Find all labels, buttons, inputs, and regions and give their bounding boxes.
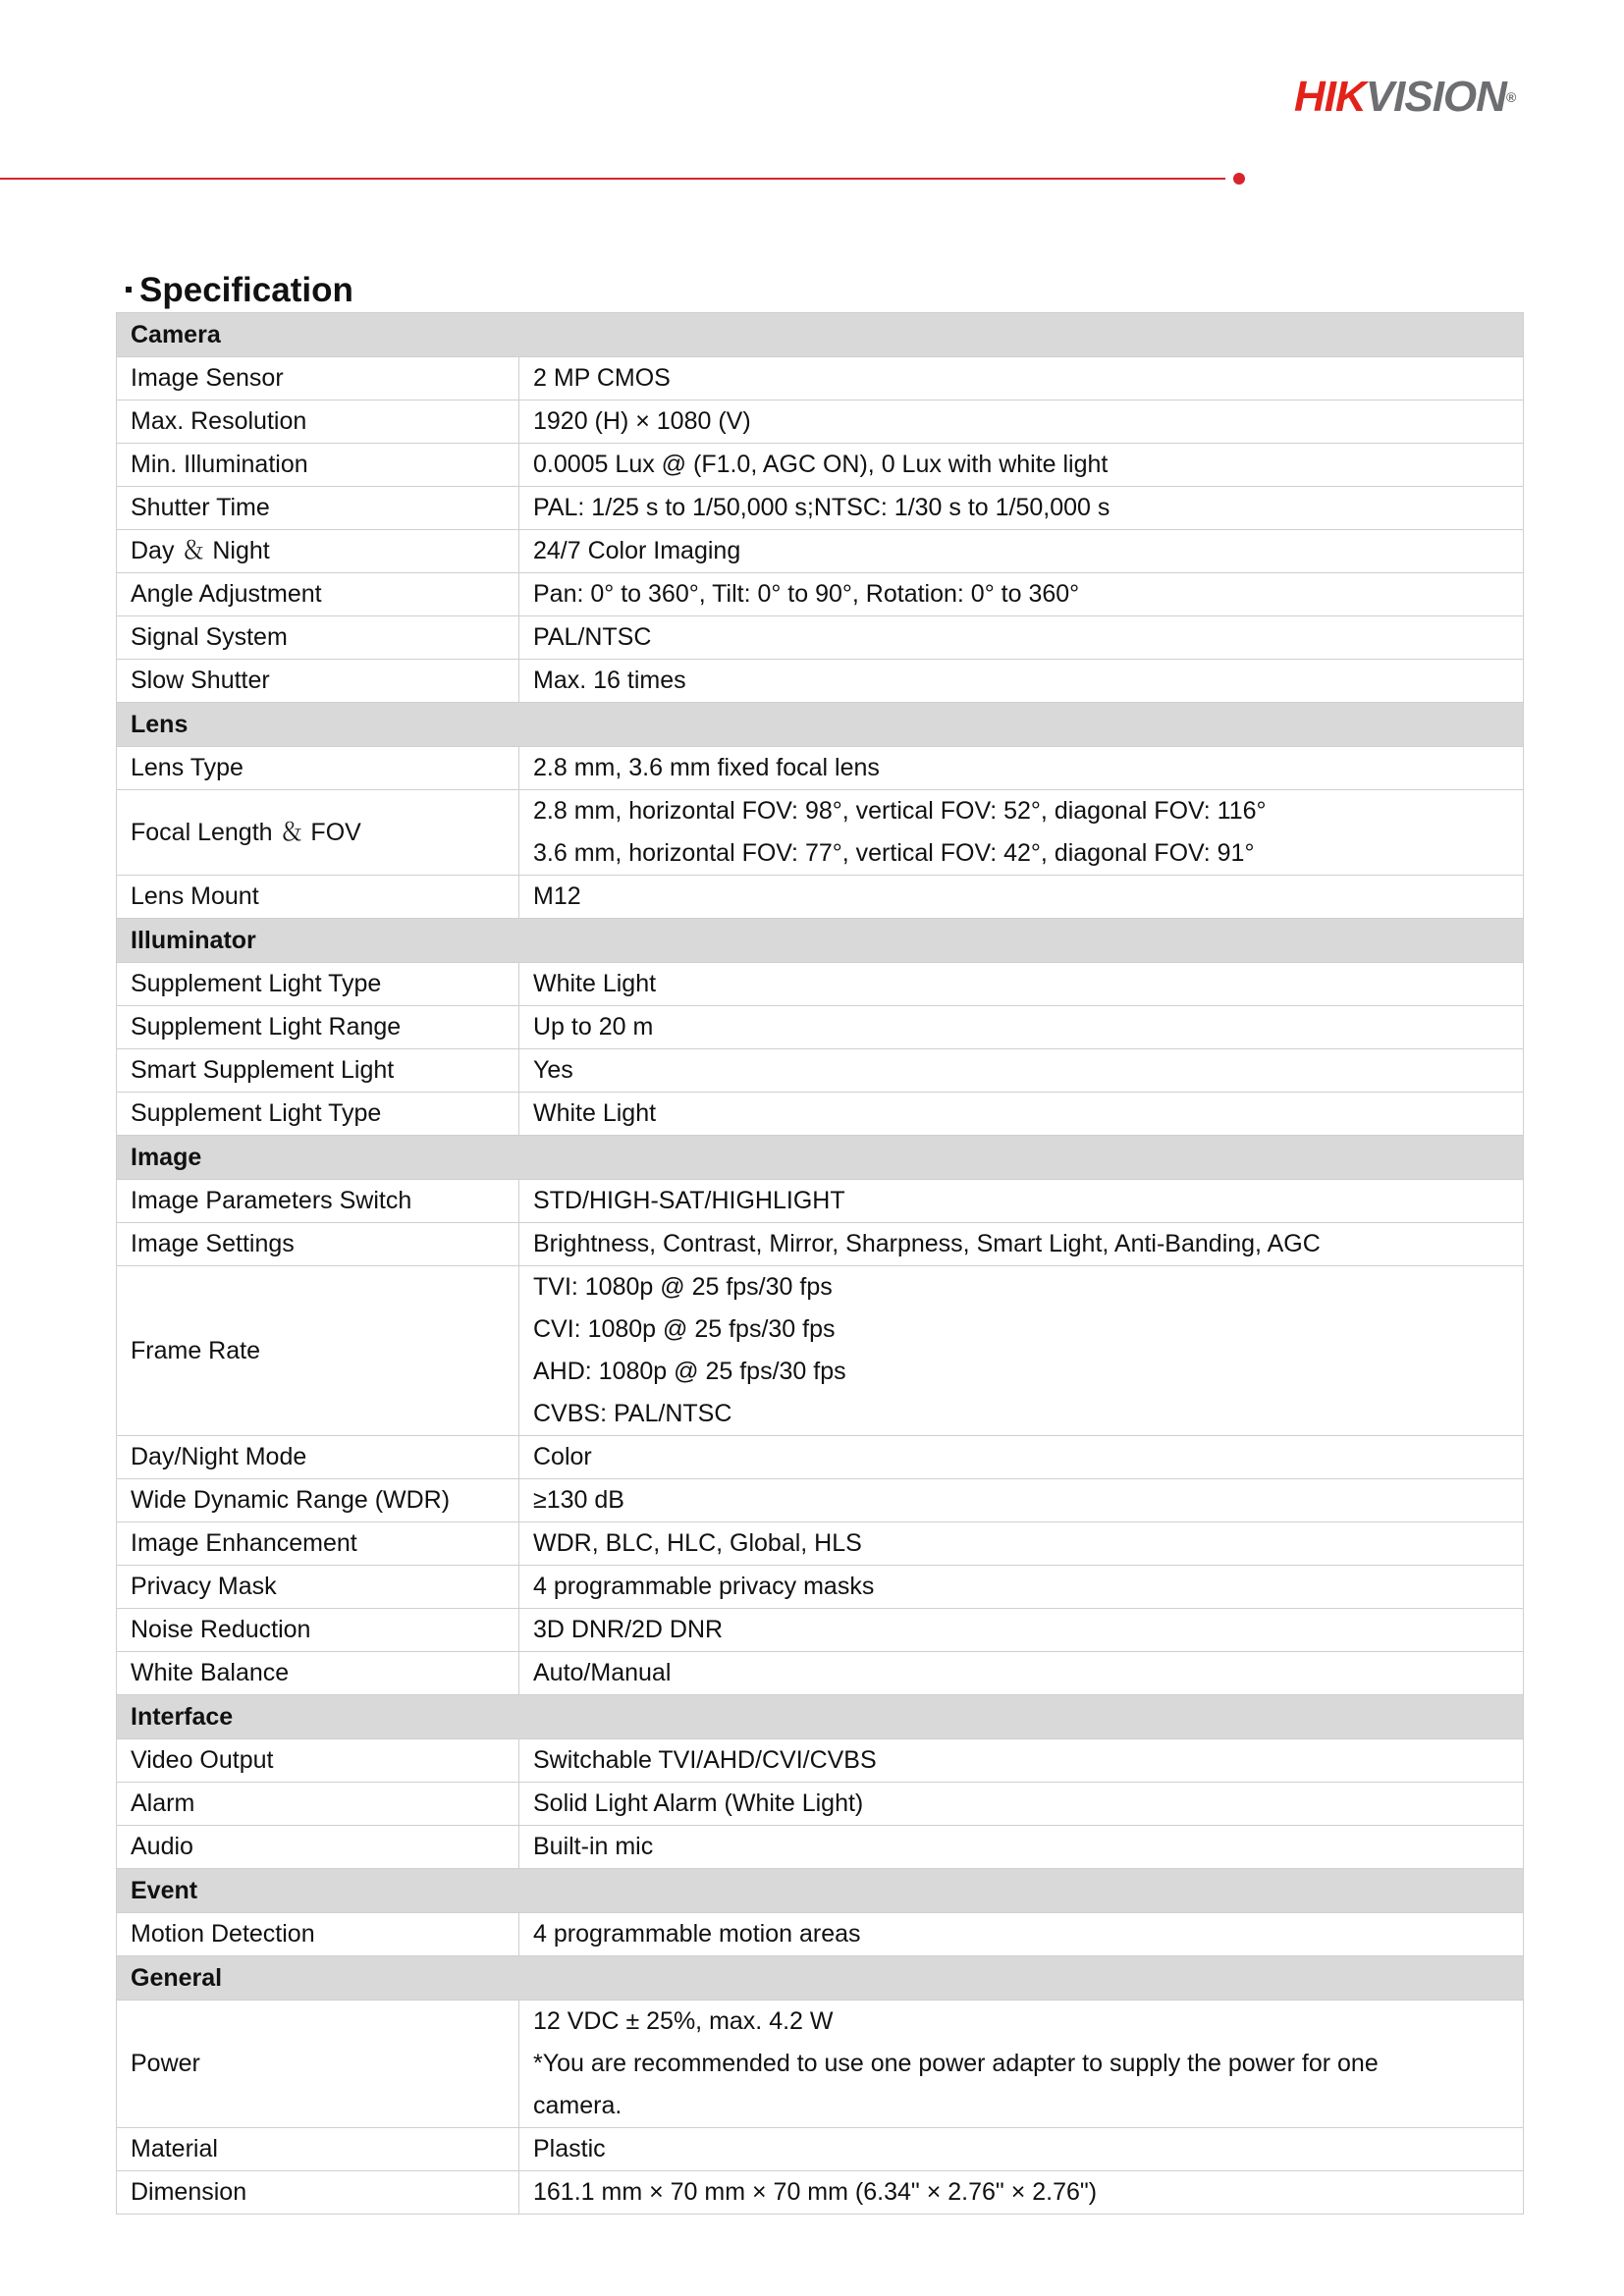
spec-row	[117, 876, 1524, 919]
spec-value	[519, 1436, 1524, 1479]
spec-row	[117, 487, 1524, 530]
spec-label: Smart Supplement Light	[117, 1049, 519, 1093]
spec-row	[117, 1609, 1524, 1652]
spec-value-line: WDR, BLC, HLC, Global, HLS	[533, 1529, 862, 1557]
section-title: General	[117, 1956, 1524, 2001]
section-header-row	[117, 1695, 1524, 1739]
spec-label: Shutter Time	[117, 487, 519, 530]
spec-label: Day ＆ Night	[117, 530, 519, 573]
section-title: Interface	[117, 1695, 1524, 1739]
section-title: Camera	[117, 313, 1524, 357]
spec-label: Image Enhancement	[117, 1522, 519, 1566]
section-title: Event	[117, 1869, 1524, 1913]
spec-value-line: 2.8 mm, 3.6 mm fixed focal lens	[533, 754, 880, 781]
spec-label: Motion Detection	[117, 1913, 519, 1956]
logo-registered-mark: ®	[1505, 89, 1516, 105]
spec-row	[117, 357, 1524, 400]
spec-label: Image Sensor	[117, 357, 519, 400]
section-header-row	[117, 1136, 1524, 1180]
spec-value-line: Solid Light Alarm (White Light)	[533, 1789, 864, 1817]
spec-value	[519, 616, 1524, 660]
spec-row	[117, 1652, 1524, 1695]
spec-row	[117, 400, 1524, 444]
spec-value	[519, 573, 1524, 616]
spec-value	[519, 2171, 1524, 2215]
spec-value	[519, 747, 1524, 790]
spec-value-line: STD/HIGH-SAT/HIGHLIGHT	[533, 1187, 845, 1214]
spec-value	[519, 1739, 1524, 1783]
spec-value-line: White Light	[533, 970, 657, 997]
spec-row	[117, 1783, 1524, 1826]
spec-row	[117, 2128, 1524, 2171]
spec-value-line: AHD: 1080p @ 25 fps/30 fps	[533, 1358, 846, 1385]
spec-label: Power	[117, 2001, 519, 2128]
spec-label: Image Settings	[117, 1223, 519, 1266]
spec-value-line: 4 programmable motion areas	[533, 1920, 861, 1948]
spec-value	[519, 530, 1524, 573]
spec-value	[519, 487, 1524, 530]
spec-value-line: Brightness, Contrast, Mirror, Sharpness, Smart Light, Anti-Banding, AGC	[533, 1230, 1321, 1257]
spec-value-line: Max. 16 times	[533, 667, 686, 694]
spec-value-line: 0.0005 Lux @ (F1.0, AGC ON), 0 Lux with white light	[533, 451, 1109, 478]
spec-value-line: Up to 20 m	[533, 1013, 654, 1041]
spec-value	[519, 1913, 1524, 1956]
spec-value	[519, 1479, 1524, 1522]
spec-label: Privacy Mask	[117, 1566, 519, 1609]
spec-label: Lens Mount	[117, 876, 519, 919]
section-title: Image	[117, 1136, 1524, 1180]
spec-value-line: 1920 (H) × 1080 (V)	[533, 407, 751, 435]
page-title	[126, 267, 353, 314]
spec-value-line: 3.6 mm, horizontal FOV: 77°, vertical FOV: 42°, diagonal FOV: 91°	[533, 839, 1255, 867]
spec-label: Min. Illumination	[117, 444, 519, 487]
spec-value-line: M12	[533, 882, 581, 910]
spec-row	[117, 1223, 1524, 1266]
spec-value-line: Yes	[533, 1056, 573, 1084]
spec-row	[117, 747, 1524, 790]
spec-table-body	[117, 313, 1524, 2215]
spec-value	[519, 444, 1524, 487]
spec-label: Supplement Light Range	[117, 1006, 519, 1049]
spec-value	[519, 660, 1524, 703]
spec-value-line: Plastic	[533, 2135, 606, 2163]
spec-value-line: 2 MP CMOS	[533, 364, 671, 392]
spec-value	[519, 357, 1524, 400]
spec-label: Alarm	[117, 1783, 519, 1826]
spec-value-line: 161.1 mm × 70 mm × 70 mm (6.34" × 2.76" × 2.76")	[533, 2178, 1098, 2206]
spec-value	[519, 2001, 1524, 2128]
spec-value	[519, 1566, 1524, 1609]
section-header-row	[117, 919, 1524, 963]
spec-value-line: 2.8 mm, horizontal FOV: 98°, vertical FOV: 52°, diagonal FOV: 116°	[533, 797, 1267, 825]
spec-label: Material	[117, 2128, 519, 2171]
spec-value	[519, 1266, 1524, 1436]
spec-row	[117, 2171, 1524, 2215]
spec-value	[519, 1049, 1524, 1093]
spec-label: Day/Night Mode	[117, 1436, 519, 1479]
title-bullet-icon	[126, 287, 132, 293]
spec-row	[117, 963, 1524, 1006]
spec-value	[519, 1522, 1524, 1566]
spec-value-line: Color	[533, 1443, 592, 1470]
logo-gray-text: VISION	[1365, 73, 1506, 121]
spec-row	[117, 1522, 1524, 1566]
spec-value-line: Switchable TVI/AHD/CVI/CVBS	[533, 1746, 877, 1774]
spec-row	[117, 1479, 1524, 1522]
spec-value-line: CVI: 1080p @ 25 fps/30 fps	[533, 1315, 836, 1343]
spec-row	[117, 1266, 1524, 1436]
spec-label: Frame Rate	[117, 1266, 519, 1436]
spec-value	[519, 1180, 1524, 1223]
spec-label: Angle Adjustment	[117, 573, 519, 616]
section-header-row	[117, 1869, 1524, 1913]
spec-label: White Balance	[117, 1652, 519, 1695]
spec-value-line: 12 VDC ± 25%, max. 4.2 W	[533, 2007, 834, 2035]
spec-label: Signal System	[117, 616, 519, 660]
header-dot	[1233, 173, 1245, 185]
spec-label: Lens Type	[117, 747, 519, 790]
spec-value	[519, 876, 1524, 919]
spec-label: Noise Reduction	[117, 1609, 519, 1652]
spec-label: Image Parameters Switch	[117, 1180, 519, 1223]
page-title-text: Specification	[139, 271, 353, 309]
spec-label: Supplement Light Type	[117, 1093, 519, 1136]
spec-row	[117, 444, 1524, 487]
spec-label: Supplement Light Type	[117, 963, 519, 1006]
spec-row	[117, 1913, 1524, 1956]
spec-value	[519, 1223, 1524, 1266]
spec-value	[519, 963, 1524, 1006]
spec-value-line: TVI: 1080p @ 25 fps/30 fps	[533, 1273, 833, 1301]
spec-row	[117, 1049, 1524, 1093]
spec-row	[117, 1180, 1524, 1223]
spec-value	[519, 400, 1524, 444]
section-header-row	[117, 703, 1524, 747]
spec-value	[519, 1093, 1524, 1136]
spec-label: Audio	[117, 1826, 519, 1869]
spec-label: Max. Resolution	[117, 400, 519, 444]
spec-value-line: Auto/Manual	[533, 1659, 672, 1686]
spec-value-line: ≥130 dB	[533, 1486, 624, 1514]
spec-row	[117, 1436, 1524, 1479]
spec-value	[519, 1783, 1524, 1826]
spec-row	[117, 1006, 1524, 1049]
logo-red-text: HIK	[1294, 73, 1366, 121]
hikvision-logo	[1294, 73, 1561, 122]
header-rule	[0, 178, 1225, 180]
spec-row	[117, 530, 1524, 573]
spec-row	[117, 1826, 1524, 1869]
spec-value-line: White Light	[533, 1099, 657, 1127]
spec-row	[117, 1566, 1524, 1609]
spec-value	[519, 1609, 1524, 1652]
spec-value	[519, 1826, 1524, 1869]
spec-row	[117, 790, 1524, 876]
spec-row	[117, 2001, 1524, 2128]
spec-label: Slow Shutter	[117, 660, 519, 703]
section-title: Lens	[117, 703, 1524, 747]
spec-row	[117, 1093, 1524, 1136]
spec-value	[519, 1652, 1524, 1695]
spec-value-line: 3D DNR/2D DNR	[533, 1616, 724, 1643]
spec-label: Video Output	[117, 1739, 519, 1783]
spec-label: Wide Dynamic Range (WDR)	[117, 1479, 519, 1522]
section-header-row	[117, 313, 1524, 357]
spec-value-line: PAL/NTSC	[533, 623, 652, 651]
spec-value-line: CVBS: PAL/NTSC	[533, 1400, 732, 1427]
spec-row	[117, 660, 1524, 703]
spec-table	[116, 312, 1524, 2215]
spec-value	[519, 1006, 1524, 1049]
spec-value-line: Pan: 0° to 360°, Tilt: 0° to 90°, Rotation: 0° to 360°	[533, 580, 1080, 608]
spec-value-line: 4 programmable privacy masks	[533, 1573, 875, 1600]
spec-label: Focal Length ＆ FOV	[117, 790, 519, 876]
section-header-row	[117, 1956, 1524, 2001]
spec-value-line: PAL: 1/25 s to 1/50,000 s;NTSC: 1/30 s to 1/50,000 s	[533, 494, 1110, 521]
spec-value-line: *You are recommended to use one power adapter to supply the power for one	[533, 2050, 1379, 2077]
spec-row	[117, 1739, 1524, 1783]
spec-value	[519, 2128, 1524, 2171]
spec-row	[117, 573, 1524, 616]
spec-value	[519, 790, 1524, 876]
spec-value-line: 24/7 Color Imaging	[533, 537, 741, 564]
spec-row	[117, 616, 1524, 660]
spec-label: Dimension	[117, 2171, 519, 2215]
section-title: Illuminator	[117, 919, 1524, 963]
spec-value-line: Built-in mic	[533, 1833, 654, 1860]
spec-value-line: camera.	[533, 2092, 623, 2119]
